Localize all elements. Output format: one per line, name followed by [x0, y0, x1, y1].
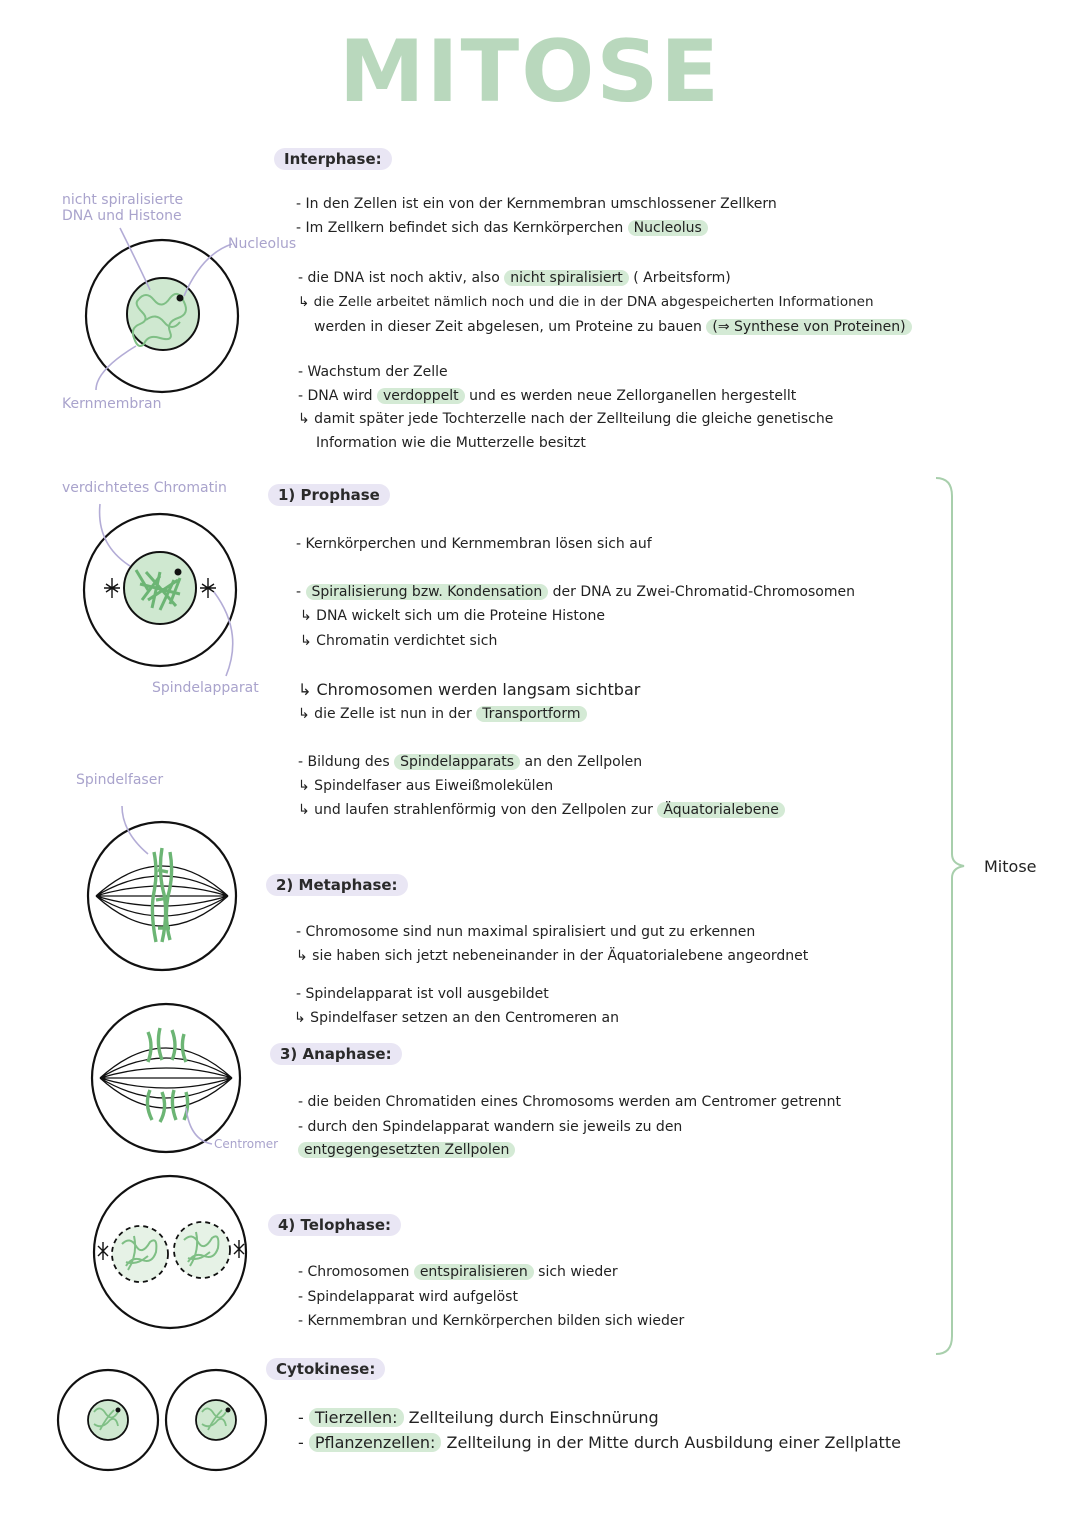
highlight-nicht-spiralisiert: nicht spiralisiert [504, 270, 629, 286]
highlight-spindelapparats: Spindelapparats [394, 754, 520, 770]
highlight-aequatorialebene: Äquatorialebene [657, 802, 784, 818]
label-dna-histone-1: nicht spiralisierte [62, 192, 184, 208]
side-label-mitose: Mitose [984, 857, 1037, 876]
metaphase-line-2: ↳ sie haben sich jetzt nebeneinander in der Äquatorialebene angeordnet [296, 948, 809, 964]
mitose-brace [936, 478, 964, 1354]
interphase-line-9: Information wie die Mutterzelle besitzt [316, 435, 586, 451]
highlight-transportform: Transportform [476, 706, 586, 722]
prophase-line-8: ↳ Spindelfaser aus Eiweißmolekülen [298, 778, 554, 794]
prophase-line-4: ↳ Chromatin verdichtet sich [300, 633, 498, 649]
highlight-pflanzenzellen: Pflanzenzellen: [309, 1433, 442, 1452]
prophase-line-5: ↳ Chromosomen werden langsam sichtbar [298, 680, 641, 699]
interphase-line-1: - In den Zellen ist ein von der Kernmembran umschlossener Zellkern [296, 196, 777, 212]
prophase-header: 1) Prophase [268, 484, 390, 506]
interphase-line-2: - Im Zellkern befindet sich das Kernkörperchen Nucleolus [296, 220, 708, 236]
label-centromer: Centromer [214, 1137, 279, 1151]
telophase-line-2: - Spindelapparat wird aufgelöst [298, 1289, 518, 1305]
highlight-tierzellen: Tierzellen: [309, 1408, 404, 1427]
cytokinese-header: Cytokinese: [266, 1358, 385, 1380]
highlight-zellpolen: entgegengesetzten Zellpolen [298, 1142, 515, 1158]
cytokinese-line-2: - Pflanzenzellen: Zellteilung in der Mitte durch Ausbildung einer Zellplatte [298, 1433, 901, 1452]
highlight-verdoppelt: verdoppelt [377, 388, 465, 404]
interphase-line-5: werden in dieser Zeit abgelesen, um Proteine zu bauen (⇒ Synthese von Proteinen) [314, 319, 912, 335]
prophase-line-9: ↳ und laufen strahlenförmig von den Zellpolen zur Äquatorialebene [298, 802, 785, 818]
interphase-line-7: - DNA wird verdoppelt und es werden neue Zellorganellen hergestellt [298, 388, 797, 404]
telophase-line-3: - Kernmembran und Kernkörperchen bilden sich wieder [298, 1313, 685, 1329]
prophase-line-2: - Spiralisierung bzw. Kondensation der DNA zu Zwei-Chromatid-Chromosomen [296, 584, 855, 600]
highlight-synthese: (⇒ Synthese von Proteinen) [706, 319, 911, 335]
label-spindelfaser: Spindelfaser [76, 772, 164, 788]
anaphase-line-1: - die beiden Chromatiden eines Chromosoms werden am Centromer getrennt [298, 1094, 842, 1110]
metaphase-line-4: ↳ Spindelfaser setzen an den Centromeren an [294, 1010, 619, 1026]
highlight-nucleolus: Nucleolus [628, 220, 708, 236]
metaphase-line-1: - Chromosome sind nun maximal spiralisiert und gut zu erkennen [296, 924, 756, 940]
prophase-line-1: - Kernkörperchen und Kernmembran lösen sich auf [296, 536, 652, 552]
telophase-cell-drawing [94, 1176, 246, 1328]
interphase-header: Interphase: [274, 148, 392, 170]
interphase-line-6: - Wachstum der Zelle [298, 364, 448, 380]
prophase-cell-drawing [84, 504, 236, 676]
telophase-line-1: - Chromosomen entspiralisieren sich wieder [298, 1264, 618, 1280]
anaphase-cell-drawing [92, 1004, 240, 1152]
metaphase-cell-drawing [88, 806, 236, 970]
page-title: MITOSE [338, 22, 722, 122]
label-chromatin: verdichtetes Chromatin [62, 480, 227, 496]
anaphase-line-3 [298, 1142, 515, 1158]
interphase-line-3: - die DNA ist noch aktiv, also nicht spiralisiert ( Arbeitsform) [298, 270, 731, 286]
prophase-line-3: ↳ DNA wickelt sich um die Proteine Histone [300, 608, 605, 624]
interphase-line-4: ↳ die Zelle arbeitet nämlich noch und die in der DNA abgespeicherten Informationen [298, 294, 874, 310]
metaphase-line-3: - Spindelapparat ist voll ausgebildet [296, 986, 549, 1002]
metaphase-header: 2) Metaphase: [266, 874, 408, 896]
cytokinese-cells-drawing [58, 1370, 266, 1470]
anaphase-header: 3) Anaphase: [270, 1043, 402, 1065]
label-kernmembran: Kernmembran [62, 396, 162, 412]
anaphase-line-2: - durch den Spindelapparat wandern sie jeweils zu den [298, 1119, 683, 1135]
highlight-spiralisierung: Spiralisierung bzw. Kondensation [306, 584, 549, 600]
label-spindelapparat: Spindelapparat [152, 680, 259, 696]
highlight-entspiralisieren: entspiralisieren [414, 1264, 534, 1280]
label-dna-histone-2: DNA und Histone [62, 208, 182, 224]
interphase-cell-drawing [86, 228, 238, 392]
cytokinese-line-1: - Tierzellen: Zellteilung durch Einschnürung [298, 1408, 659, 1427]
prophase-line-7: - Bildung des Spindelapparats an den Zellpolen [298, 754, 643, 770]
label-nucleolus: Nucleolus [228, 236, 297, 252]
telophase-header: 4) Telophase: [268, 1214, 401, 1236]
interphase-line-8: ↳ damit später jede Tochterzelle nach der Zellteilung die gleiche genetische [298, 411, 834, 427]
prophase-line-6: ↳ die Zelle ist nun in der Transportform [298, 706, 587, 722]
